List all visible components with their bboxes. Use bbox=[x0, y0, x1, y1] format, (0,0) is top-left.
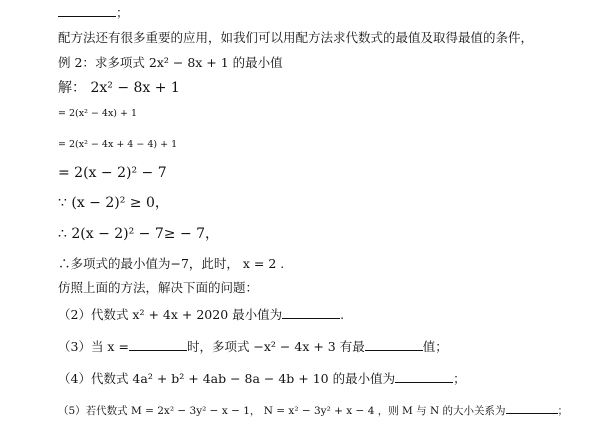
prev-tail: ； bbox=[116, 5, 129, 20]
q2-text: （2）代数式 x² + 4x + 2020 最小值为 bbox=[58, 307, 283, 322]
step-3: = 2(x − 2)² − 7 bbox=[58, 165, 167, 181]
example-title: 例 2：求多项式 2x² − 8x + 1 的最小值 bbox=[58, 55, 283, 70]
q5-text: （5）若代数式 M = 2x² − 3y² − x − 1， N = x² − 3y² + x − 4 ，则 M 与 N 的大小关系为 bbox=[58, 405, 506, 417]
intro-text: 配方法还有很多重要的应用，如我们可以用配方法求代数式的最值及取得最值的条件， bbox=[58, 30, 534, 45]
q4-blank[interactable] bbox=[395, 370, 453, 383]
q3-text-b: 时，多项式 −x² − 4x + 3 有最 bbox=[186, 339, 365, 354]
therefore-line: ∴ 2(x − 2)² − 7≥ − 7， bbox=[58, 226, 220, 242]
q2-blank[interactable] bbox=[282, 306, 340, 319]
blank-prev bbox=[58, 4, 116, 17]
q3-blank-2[interactable] bbox=[365, 338, 423, 351]
question-2 bbox=[58, 306, 344, 323]
question-3 bbox=[58, 338, 448, 355]
q3-text-c: 值； bbox=[422, 339, 448, 354]
question-5 bbox=[58, 401, 568, 419]
because-line: ∵ (x − 2)² ≥ 0， bbox=[58, 195, 169, 211]
question-4 bbox=[58, 370, 466, 387]
solution-start: 解： 2x² − 8x + 1 bbox=[58, 80, 180, 96]
q3-text-a: （3）当 x = bbox=[58, 339, 129, 354]
answer-line-prev bbox=[58, 4, 129, 21]
q4-text: （4）代数式 4a² + b² + 4ab − 8a − 4b + 10 的最小值为 bbox=[58, 371, 396, 386]
q3-blank-1[interactable] bbox=[129, 338, 187, 351]
q5-end: ； bbox=[557, 405, 568, 417]
conclusion-line: ∴多项式的最小值为−7，此时， x = 2 . bbox=[58, 256, 285, 271]
q4-end: ； bbox=[453, 371, 466, 386]
q2-end: . bbox=[340, 307, 345, 322]
q5-blank[interactable] bbox=[506, 401, 558, 414]
step-2: = 2(x² − 4x + 4 − 4) + 1 bbox=[58, 139, 178, 150]
instruction-line: 仿照上面的方法，解决下面的问题： bbox=[58, 280, 259, 295]
step-1: = 2(x² − 4x) + 1 bbox=[58, 108, 138, 119]
